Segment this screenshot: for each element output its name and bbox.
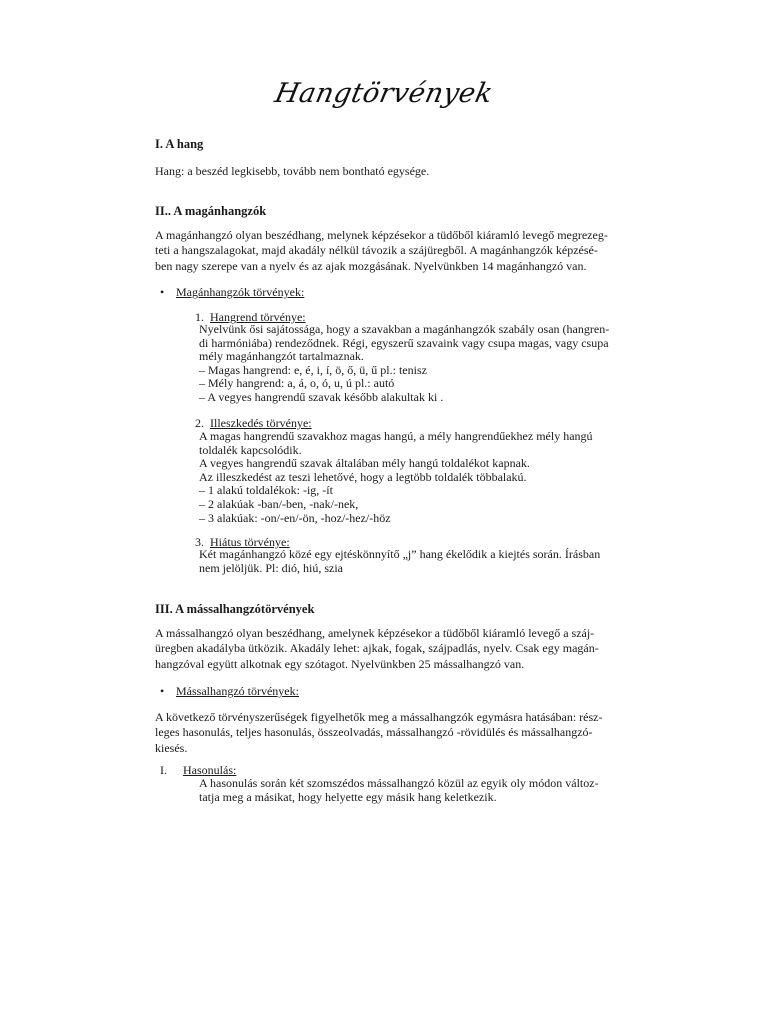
law-line: mély magánhangzót tartalmaznak. [199, 349, 364, 364]
item-line: A hasonulás során két szomszédos mássalhangzó közül az egyik oly módon változ- [199, 776, 599, 790]
law-line: – Mély hangrend: a, á, o, ó, u, ú pl.: autó [199, 376, 395, 391]
section-heading-hang: I. A hang [155, 137, 204, 151]
paragraph-line: leges hasonulás, teljes hasonulás, összeolvadás, mássalhangzó -rövidülés és mássalhangzó- [155, 725, 593, 740]
bullet-label: Magánhangzók törvények: [176, 285, 305, 299]
item-hasonulas-body [199, 777, 617, 804]
law-3-body [199, 548, 617, 575]
paragraph-line: üregben akadályba ütközik. Akadály lehet: ajkak, fogak, szájpadlás, nyelv. Csak egy magán- [155, 641, 599, 656]
paragraph-line: A következő törvényszerűségek figyelhetők meg a mássalhangzók egymásra hatásában: rész- [155, 710, 603, 724]
law-line: Az illeszkedést az teszi lehetővé, hogy a legtöbb toldalék többalakú. [199, 469, 527, 484]
hang-definition: Hang: a beszéd legkisebb, tovább nem bontható egysége. [155, 164, 430, 178]
law-line: A vegyes hangrendű szavak általában mély hangú toldalékot kapnak. [199, 456, 530, 471]
item-line: tatja meg a másikat, hogy helyette egy másik hang keletkezik. [199, 789, 497, 804]
paragraph-line: kiesés. [155, 740, 188, 755]
law-number: 2. [195, 416, 204, 430]
law-1-body [199, 323, 617, 405]
paragraph-line: A mássalhangzó olyan beszédhang, amelynek képzésekor a tüdőből kiáramló levegő a száj- [155, 626, 595, 640]
paragraph-line: teti a hangszalagokat, majd akadály nélkül távozik a szájüregből. A magánhangzók képzésé- [155, 243, 598, 258]
law-line: Két magánhangzó közé egy ejtéskönnyítő „j” hang ékelődik a kiejtés során. Írásban [199, 547, 601, 561]
law-title: Hiátus törvénye: [210, 535, 290, 549]
law-2-body [199, 430, 617, 525]
section-heading-massalhangzok: III. A mássalhangzótörvények [155, 602, 315, 616]
page-title: Hangtörvények [272, 78, 496, 109]
law-number: 1. [195, 310, 204, 324]
law-line: A magas hangrendű szavakhoz magas hangú, a mély hangrendűekhez mély hangú [199, 429, 593, 443]
law-title: Illeszkedés törvénye: [210, 416, 312, 430]
law-line: – 2 alakúak -ban/-ben, -nak/-nek, [199, 496, 359, 511]
paragraph-line: A magánhangzó olyan beszédhang, melynek képzésekor a tüdőből kiáramló levegő megrezeg- [155, 228, 608, 242]
massalhangzo-intro [155, 710, 621, 756]
law-line: – 3 alakúak: -on/-en/-ön, -hoz/-hez/-höz [199, 510, 391, 525]
maganhangzo-paragraph [155, 228, 621, 274]
law-line: nem jelöljük. Pl: dió, hiú, szia [199, 560, 343, 575]
law-line: – 1 alakú toldalékok: -ig, -ít [199, 483, 333, 498]
paragraph-line: hangzóval együtt alkotnak egy szótagot. Nyelvünkben 25 mássalhangzó van. [155, 656, 525, 671]
law-line: Nyelvünk ősi sajátossága, hogy a szavakban a magánhangzók szabály osan (hangren- [199, 322, 610, 336]
bullet-icon: • [160, 684, 165, 698]
section-heading-maganhangzok: II.. A magánhangzók [155, 204, 267, 218]
law-line: toldalék kapcsolódik. [199, 442, 302, 457]
law-line: – A vegyes hangrendű szavak később alakultak ki . [199, 389, 444, 404]
law-title: Hangrend törvénye: [210, 310, 306, 324]
bullet-icon: • [160, 285, 165, 299]
bullet-label: Mássalhangzó törvények: [176, 684, 299, 698]
law-line: – Magas hangrend: e, é, i, í, ö, ő, ü, ű pl.: tenisz [199, 362, 427, 377]
item-title: Hasonulás: [183, 763, 237, 777]
law-line: di harmóniába) rendeződnek. Régi, egyszerű szavaink vagy csupa magas, vagy csupa [199, 335, 609, 350]
massalhangzo-paragraph [155, 626, 621, 672]
law-number: 3. [195, 535, 204, 549]
item-number: I. [160, 763, 167, 777]
paragraph-line: ben nagy szerepe van a nyelv és az ajak mozgásának. Nyelvünkben 14 magánhangzó van. [155, 258, 587, 273]
